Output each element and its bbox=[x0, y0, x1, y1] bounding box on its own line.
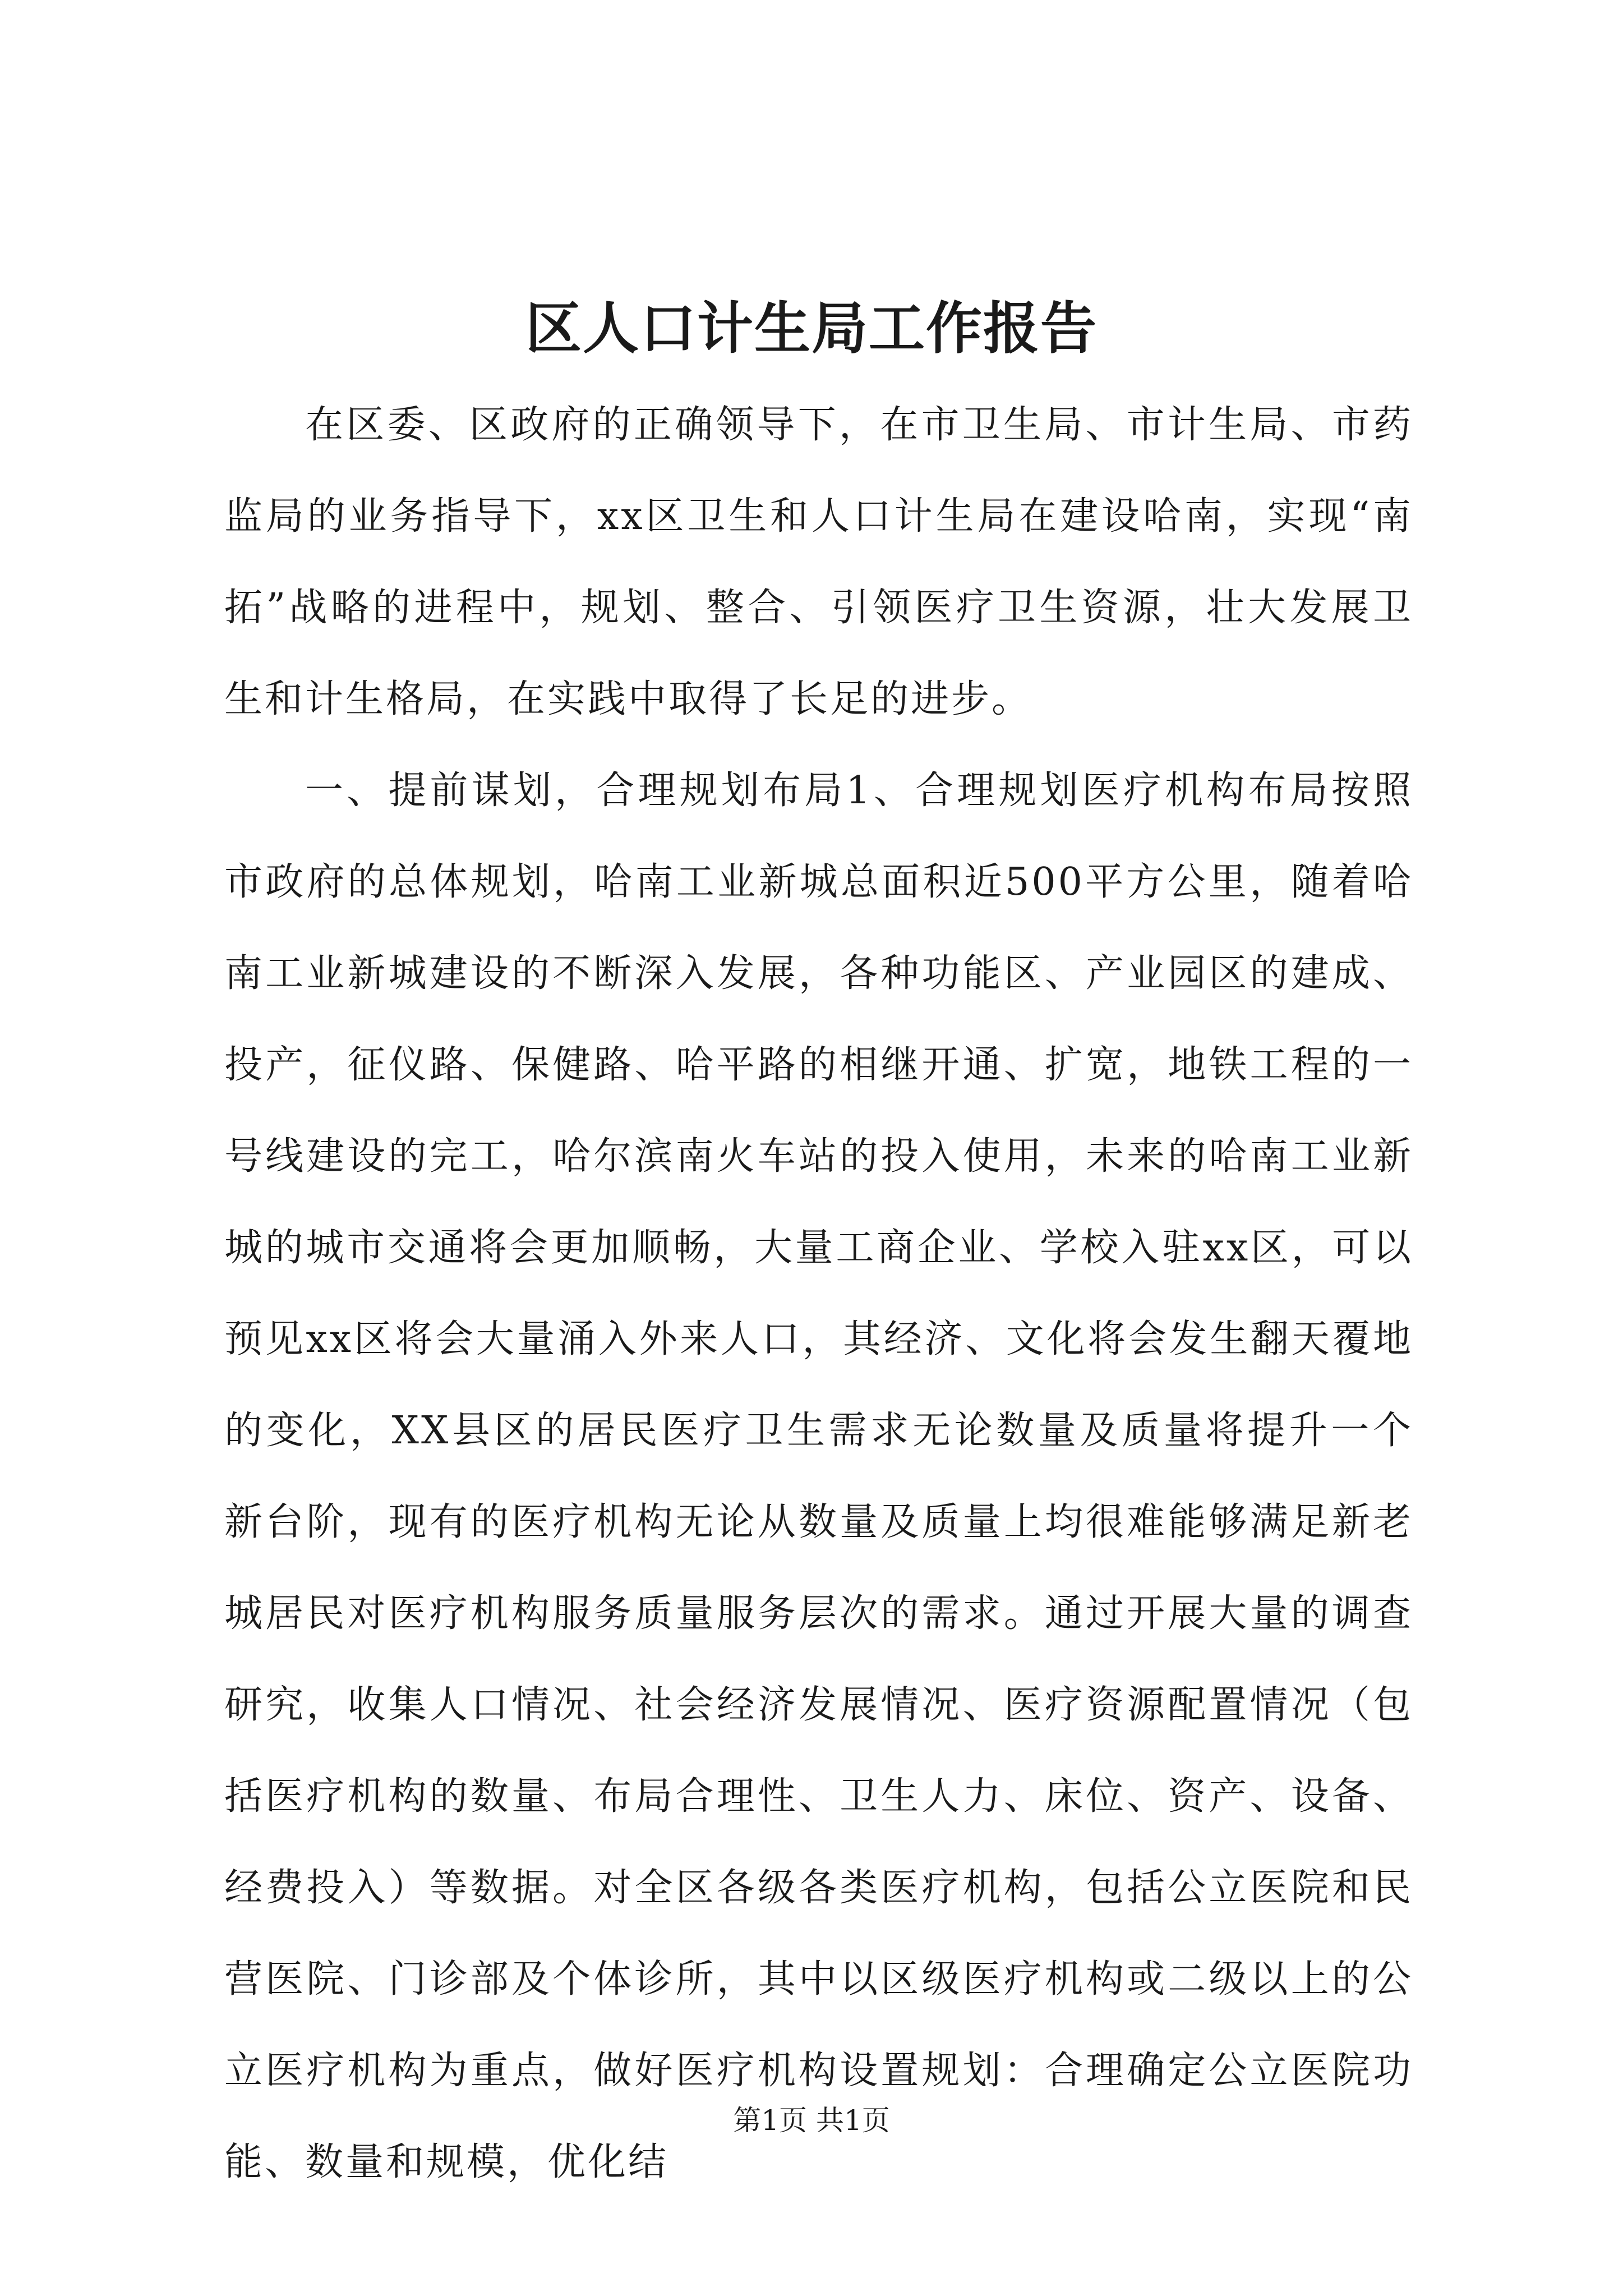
paragraph-section-1: 一、提前谋划，合理规划布局1、合理规划医疗机构布局按照市政府的总体规划，哈南工业新城总面积近500平方公里，随着哈南工业新城建设的不断深入发展，各种功能区、产业园区的建成、投产，征仪路、保健路、哈平路的相继开通、扩宽，地铁工程的一号线建设的完工，哈尔滨南火车站的投入使用，未来的哈南工业新城的城市交通将会更加顺畅，大量工商企业、学校入驻xx区，可以预见xx区将会大量涌入外来人口，其经济、文化将会发生翻天覆地的变化，XX县区的居民医疗卫生需求无论数量及质量将提升一个新台阶，现有的医疗机构无论从数量及质量上均很难能够满足新老城居民对医疗机构服务质量服务层次的需求。通过开展大量的调查研究，收集人口情况、社会经济发展情况、医疗资源配置情况（包括医疗机构的数量、布局合理性、卫生人力、床位、资产、设备、经费投入）等数据。对全区各级各类医疗机构，包括公立医院和民营医院、门诊部及个体诊所，其中以区级医疗机构或二级以上的公立医疗机构为重点，做好医疗机构设置规划：合理确定公立医院功能、数量和规模，优化结 bbox=[224, 769, 1413, 2184]
paragraph-intro: 在区委、区政府的正确领导下，在市卫生局、市计生局、市药监局的业务指导下，xx区卫生和人口计生局在建设哈南，实现“南拓”战略的进程中，规划、整合、引领医疗卫生资源，壮大发展卫生和计生格局，在实践中取得了长足的进步。 bbox=[224, 403, 1413, 721]
page-footer: 第1页 共1页 bbox=[733, 2104, 890, 2137]
document-body bbox=[224, 379, 1413, 2208]
document-title: 区人口计生局工作报告 bbox=[525, 295, 1098, 361]
